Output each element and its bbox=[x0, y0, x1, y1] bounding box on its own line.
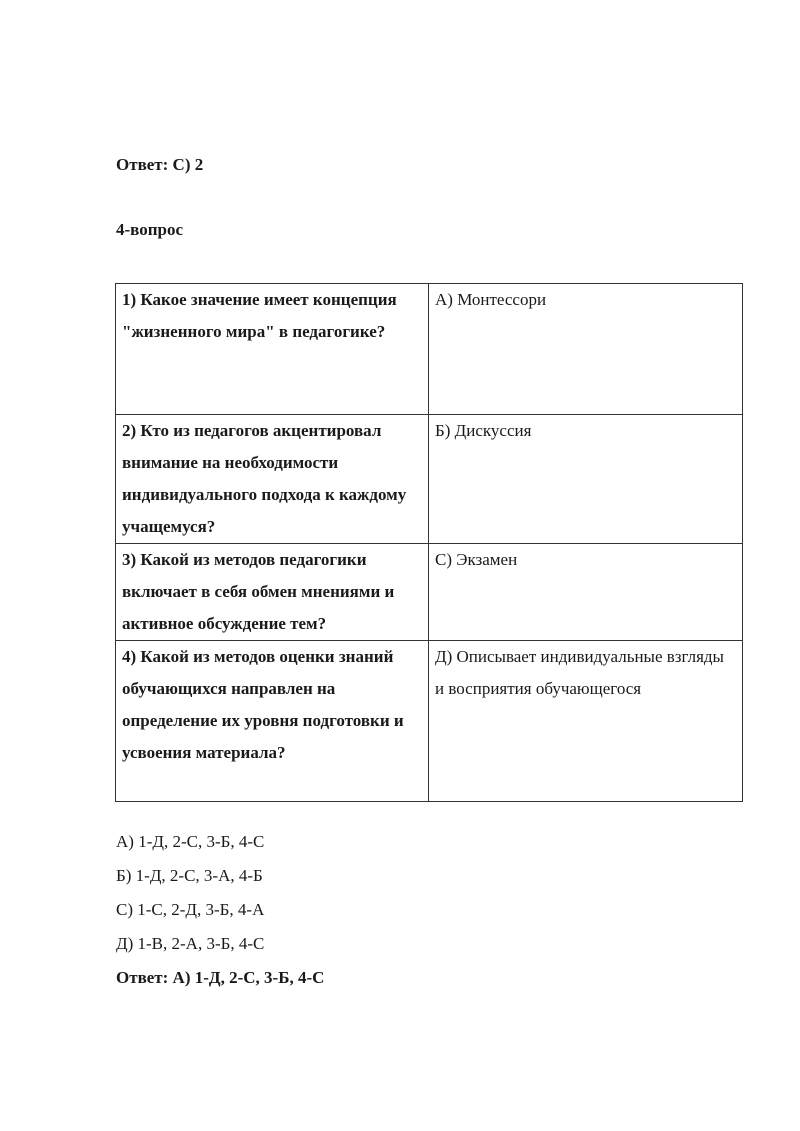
answer-cell: А) Монтессори bbox=[429, 284, 743, 415]
answer-cell: Б) Дискуссия bbox=[429, 415, 743, 544]
option-d: Д) 1-В, 2-А, 3-Б, 4-С bbox=[116, 934, 265, 953]
option-a: А) 1-Д, 2-С, 3-Б, 4-С bbox=[116, 832, 265, 851]
question-cell: 1) Какое значение имеет концепция "жизненного мира" в педагогике? bbox=[116, 284, 429, 415]
question-heading: 4-вопрос bbox=[116, 220, 184, 239]
answer-cell: С) Экзамен bbox=[429, 544, 743, 641]
answer-cell: Д) Описывает индивидуальные взгляды и восприятия обучающегося bbox=[429, 641, 743, 802]
final-answer: Ответ: А) 1-Д, 2-С, 3-Б, 4-С bbox=[116, 968, 325, 987]
previous-answer: Ответ: С) 2 bbox=[116, 155, 204, 174]
matching-table bbox=[115, 283, 743, 802]
table-row bbox=[116, 641, 743, 802]
table-row bbox=[116, 415, 743, 544]
option-b: Б) 1-Д, 2-С, 3-А, 4-Б bbox=[116, 866, 263, 885]
question-cell: 4) Какой из методов оценки знаний обучающихся направлен на определение их уровня подготовки и усвоения материала? bbox=[116, 641, 429, 802]
table-row bbox=[116, 544, 743, 641]
question-cell: 2) Кто из педагогов акцентировал внимание на необходимости индивидуального подхода к каждому учащемуся? bbox=[116, 415, 429, 544]
table-row bbox=[116, 284, 743, 415]
question-cell: 3) Какой из методов педагогики включает в себя обмен мнениями и активное обсуждение тем? bbox=[116, 544, 429, 641]
option-c: С) 1-С, 2-Д, 3-Б, 4-А bbox=[116, 900, 265, 919]
